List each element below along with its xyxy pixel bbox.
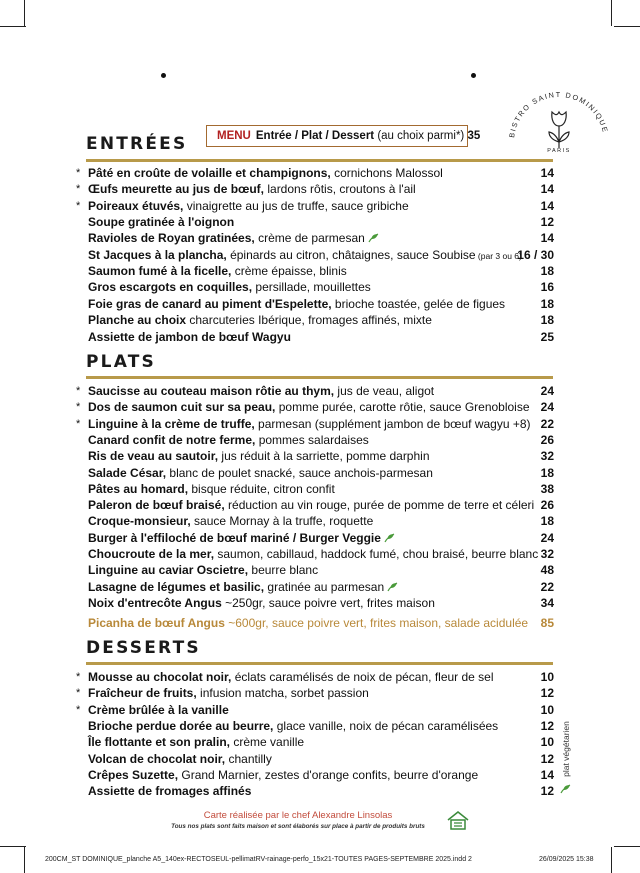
menu-item-name: Paleron de bœuf braisé, [88,498,225,513]
menu-item-description: brioche toastée, gelée de figues [331,296,506,311]
menu-item-name: Ris de veau au sautoir, [88,449,219,464]
crop-mark-right-top [614,26,640,27]
menu-item-price: 10 [540,702,554,717]
vegetarian-leaf-icon [381,531,395,545]
section-title-plats: PLATS [86,352,156,372]
menu-item-name: Pâté en croûte de volaille et champignons, [88,166,331,180]
menu-item [76,767,554,783]
menu-item-price: 24 [540,530,554,545]
menu-item-price: 14 [540,198,554,213]
menu-item-price: 85 [540,616,554,631]
menu-item-price: 18 [540,514,554,529]
menu-item-description: ~250gr, sauce poivre vert, frites maison [221,595,435,610]
menu-item-name: Burger à l'effiloché de bœuf mariné / Burger Veggie [88,530,381,545]
menu-item [76,546,554,562]
house-menu-star: * [76,385,81,397]
menu-item-name: Soupe gratinée à l'oignon [88,215,235,230]
rule-entrees [86,159,553,162]
menu-item [76,579,554,595]
chef-credit [150,810,446,830]
menu-item [76,383,554,399]
menu-formula-box [206,125,481,147]
menu-item-name: Linguine au caviar Oscietre, [88,563,249,578]
menu-item-description: persillade, mouillettes [252,280,371,295]
menu-item-price: 26 [540,432,554,447]
section-title-entrees: ENTRÉES [86,134,188,154]
menu-item-description: sauce Mornay à la truffe, roquette [190,514,374,529]
menu-item-description: saumon, cabillaud, haddock fumé, chou braisé, beurre blanc [214,547,539,561]
menu-item-name: Assiette de fromages affinés [88,784,252,799]
menu-item-description: réduction au vin rouge, purée de pomme de terre et céleri [224,498,535,513]
menu-item-name: Mousse au chocolat noir, [88,670,232,684]
menu-item [76,198,554,214]
menu-item-portion-note: (par 3 ou 6) [475,250,522,261]
menu-item-price: 18 [540,296,554,311]
menu-label: MENU [217,130,251,142]
menu-item [76,530,554,546]
print-slug-file: 200CM_ST DOMINIQUE_planche A5_140ex-RECTOSEUL-pellimatRV-rainage-perfo_15x21-TOUTES PAGES-SEPTEMBRE 2025.indd 2 [45,856,472,863]
menu-item-name: Crème brûlée à la vanille [88,702,229,717]
print-slug [45,856,635,863]
menu-item-name: Noix d'entrecôte Angus [88,595,222,610]
menu-item-price: 48 [540,563,554,578]
menu-item-description: pommes salardaises [255,432,369,447]
menu-item-name: Linguine à la crème de truffe, [88,416,255,431]
menu-item-name: Pâtes au homard, [88,481,189,496]
menu-item-price: 22 [540,416,554,431]
bistro-logo [502,82,612,156]
menu-item-price: 18 [540,313,554,328]
menu-item [76,783,554,799]
menu-item-description: pomme purée, carotte rôtie, sauce Grenobloise [275,400,530,415]
menu-item-description: épinards au citron, châtaignes, sauce Soubise [226,247,476,262]
house-menu-star: * [76,703,81,716]
menu-item-name: Saucisse au couteau maison rôtie au thym, [88,384,335,398]
menu-item-description: gratinée au parmesan [264,579,385,594]
menu-item-description: parmesan (supplément jambon de bœuf wagyu +8) [254,416,531,431]
menu-item [76,263,554,279]
menu-item [76,669,554,685]
house-menu-star: * [76,167,81,179]
menu-item-description: crème de parmesan [254,231,365,246]
menu-item-name: Croque-monsieur, [88,514,191,529]
menu-item-price: 12 [540,718,554,733]
perforation-dot-right [471,73,476,78]
menu-item-name: Canard confit de notre ferme, [88,432,256,447]
menu-item-price: 14 [540,166,554,180]
menu-item-description: glace vanille, noix de pécan caramélisées [273,718,499,733]
menu-item-price: 14 [540,231,554,246]
menu-item-name: Foie gras de canard au piment d'Espelette, [88,296,332,311]
logo-arc-text: BISTRO SAINT DOMINIQUE [507,89,611,139]
menu-item-price: 14 [540,182,554,197]
crop-mark-top-left [24,0,25,26]
menu-item [76,247,554,263]
house-menu-star: * [76,183,81,196]
menu-item-name: Saumon fumé à la ficelle, [88,264,232,279]
crop-mark-top-right [611,0,612,26]
menu-item-price: 18 [540,465,554,480]
menu-item [76,329,554,345]
menu-item-description: blanc de poulet snacké, sauce anchois-parmesan [166,465,433,480]
house-menu-star: * [76,417,81,430]
menu-item [76,399,554,415]
menu-item-name: Œufs meurette au jus de bœuf, [88,182,265,197]
vegetarian-leaf-icon [365,231,379,245]
leaf-icon [560,784,571,794]
menu-item-name: Crêpes Suzette, [88,767,179,782]
menu-item-name: Choucroute de la mer, [88,547,215,561]
house-menu-star: * [76,199,81,212]
menu-item [76,214,554,230]
menu-item-name: Picanha de bœuf Angus [88,616,225,631]
menu-item-description: cornichons Malossol [330,166,443,180]
menu-item-price: 32 [540,449,554,464]
house-menu-star: * [76,401,81,414]
menu-item [76,448,554,464]
section-title-desserts: DESSERTS [86,638,201,658]
menu-item-description: lardons rôtis, croutons à l'ail [264,182,416,197]
menu-item-price: 32 [540,547,554,561]
menu-item [76,734,554,750]
menu-item-price: 16 / 30 [517,247,554,262]
menu-item-name: Assiette de jambon de bœuf Wagyu [88,329,291,344]
chef-credit-line: Carte réalisée par le chef Alexandre Linsolas [203,810,393,821]
menu-item-name: Ravioles de Royan gratinées, [88,231,255,246]
menu-item [76,615,554,631]
menu-item-description: éclats caramélisés de noix de pécan, fleur de sel [231,670,494,684]
menu-item-price: 34 [540,595,554,610]
menu-item [76,416,554,432]
menu-item-name: St Jacques à la plancha, [88,247,227,262]
menu-item-name: Dos de saumon cuit sur sa peau, [88,400,276,415]
menu-item-price: 12 [540,751,554,766]
menu-item-description: Grand Marnier, zestes d'orange confits, beurre d'orange [178,767,479,782]
menu-item-name: Salade César, [88,465,167,480]
menu-item-description: bisque réduite, citron confit [188,481,335,496]
menu-item-description: jus réduit à la sarriette, pomme darphin [218,449,430,464]
menu-item [76,718,554,734]
menu-item-price: 38 [540,481,554,496]
menu-item-price: 12 [540,215,554,230]
menu-item-name: Volcan de chocolat noir, [88,751,226,766]
crop-mark-left-bottom [0,846,26,847]
vegetarian-leaf-icon [384,580,398,594]
menu-item-description: infusion matcha, sorbet passion [196,686,369,701]
logo-city: PARIS [547,148,571,154]
homemade-note: Tous nos plats sont faits maison et sont élaborés sur place à partir de produits bruts [171,823,425,830]
menu-item [76,513,554,529]
menu-formula: Entrée / Plat / Dessert [255,130,375,142]
menu-item-description: ~600gr, sauce poivre vert, frites maison, salade acidulée [224,616,529,631]
menu-item-name: Gros escargots en coquilles, [88,280,253,295]
menu-item-name: Brioche perdue dorée au beurre, [88,718,274,733]
house-menu-star: * [76,687,81,700]
menu-item-price: 10 [540,670,554,684]
tulip-icon [549,112,569,148]
menu-price: 35 [467,130,481,142]
menu-item [76,562,554,578]
menu-item-price: 24 [540,384,554,398]
menu-item [76,181,554,197]
menu-item-description: charcuteries Ibérique, fromages affinés, mixte [186,313,432,328]
menu-item-description: jus de veau, aligot [334,384,435,398]
menu-item [76,685,554,701]
menu-item-name: Poireaux étuvés, [88,198,184,213]
menu-item-description: crème épaisse, blinis [231,264,347,279]
menu-item-price: 14 [540,767,554,782]
menu-item [76,481,554,497]
crop-mark-bottom-left [24,847,25,873]
menu-item-name: Planche au choix [88,313,187,328]
house-menu-star: * [76,671,81,683]
crop-mark-left-top [0,26,26,27]
perforation-dot-left [161,73,166,78]
rule-plats [86,376,553,379]
menu-item-description: beurre blanc [248,563,319,578]
menu-item-price: 12 [540,686,554,701]
menu-item [76,165,554,181]
menu-item-price: 24 [540,400,554,415]
menu-item [76,432,554,448]
menu-item-name: Île flottante et son pralin, [88,735,231,750]
crop-mark-right-bottom [614,846,640,847]
menu-item-price: 25 [540,329,554,344]
menu-item-price: 22 [540,579,554,594]
rule-desserts [86,662,553,665]
menu-item-price: 18 [540,264,554,279]
menu-item-price: 10 [540,735,554,750]
menu-item-name: Fraîcheur de fruits, [88,686,197,701]
menu-item-price: 26 [540,498,554,513]
menu-item-name: Lasagne de légumes et basilic, [88,579,265,594]
menu-item [76,279,554,295]
menu-item [76,296,554,312]
print-slug-date: 26/09/2025 15:38 [539,856,594,863]
menu-item [76,497,554,513]
menu-item-description: vinaigrette au jus de truffe, sauce gribiche [183,198,409,213]
vegetarian-legend-text: plat végétarien [561,721,571,777]
menu-item [76,595,554,611]
menu-item-description: crème vanille [230,735,305,750]
menu-item [76,312,554,328]
menu-item-description: chantilly [225,751,272,766]
menu-item [76,230,554,246]
menu-item [76,702,554,718]
menu-note: (au choix parmi*) [377,130,465,142]
menu-item [76,465,554,481]
fait-maison-icon [446,810,470,830]
menu-item-price: 16 [540,280,554,295]
menu-item-price: 12 [540,784,554,799]
menu-item [76,751,554,767]
